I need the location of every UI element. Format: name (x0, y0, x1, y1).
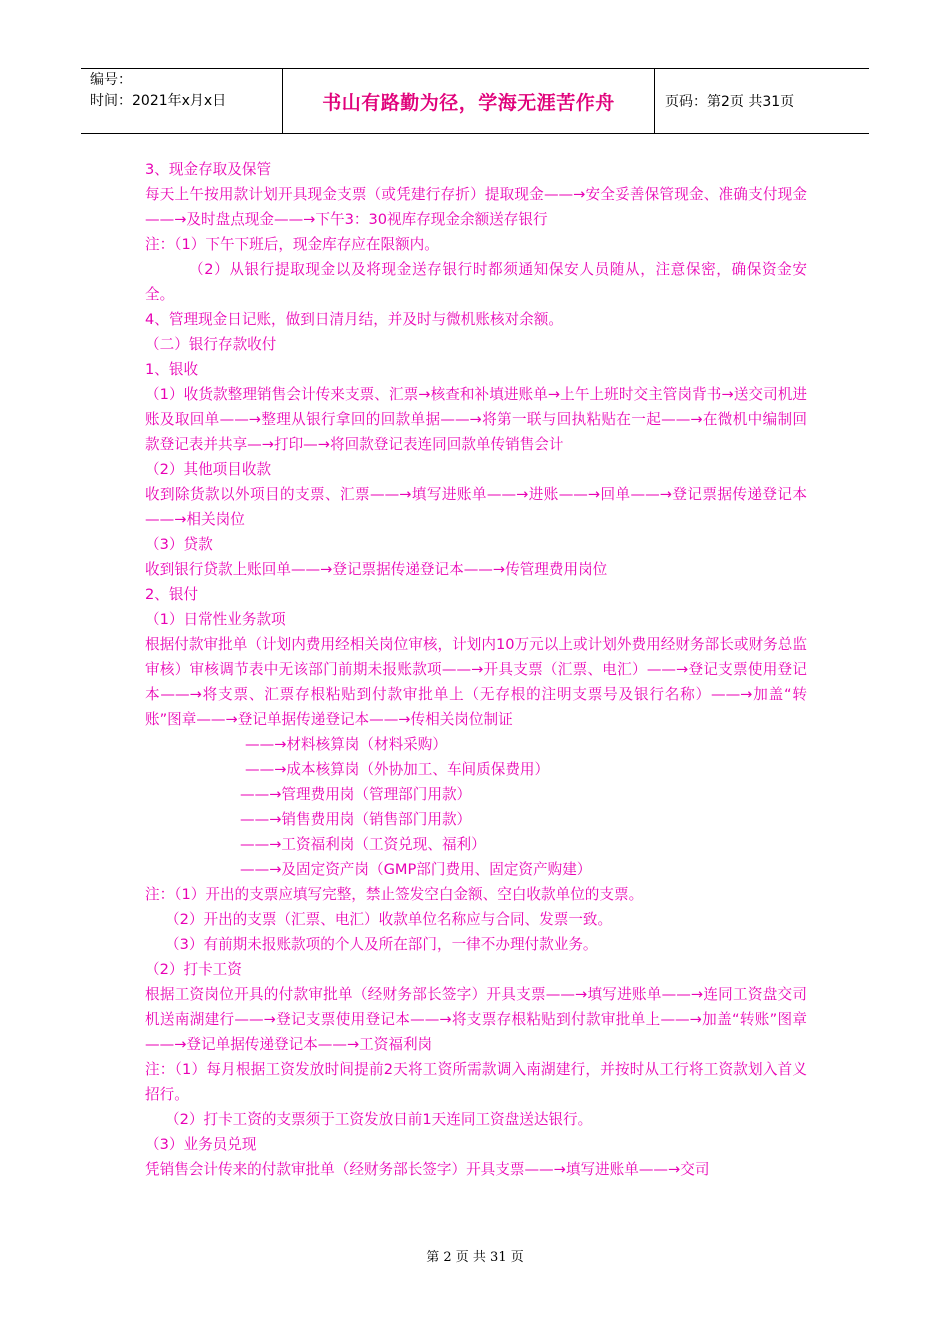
page-footer: 第 2 页 共 31 页 (426, 1250, 524, 1265)
body-line: （2）打卡工资 (145, 961, 242, 978)
body-line: ——→销售费用岗（销售部门用款） (240, 811, 472, 828)
body-line: ——→及固定资产岗（GMP部门费用、固定资产购建） (240, 861, 592, 878)
header-page-cell (655, 69, 869, 133)
header-table (81, 68, 869, 134)
body-line: ——→工资福利岗（工资兑现、福利） (240, 836, 486, 853)
header-motto: 书山有路勤为径，学海无涯苦作舟 (322, 91, 615, 114)
body-line: ——→材料核算岗（材料采购） (245, 736, 447, 753)
body-line: 3、现金存取及保管 (145, 161, 272, 178)
body-line: （1）收货款整理销售会计传来支票、汇票→核查和补填进账单→上午上班时交主管岗背书→送交司机进账及取回单——→整理从银行拿回的回款单据——→将第一联与回执粘贴在一起——→在微机中编制回款登记表并共享—→打印—→将回款登记表连同回款单传销售会计 (145, 386, 807, 453)
body-line: 注：（1）开出的支票应填写完整，禁止签发空白金额、空白收款单位的支票。 (145, 886, 644, 903)
body-line: ——→管理费用岗（管理部门用款） (240, 786, 472, 803)
body-line: 2、银付 (145, 586, 199, 603)
header-left-cell (81, 69, 283, 133)
document-date-label: 时间：2021年x月x日 (90, 93, 227, 109)
document-body (145, 157, 807, 1182)
header-motto-cell (283, 69, 655, 133)
body-line: （2）打卡工资的支票须于工资发放日前1天连同工资盘送达银行。 (165, 1111, 593, 1128)
body-line: 注：（1）每月根据工资发放时间提前2天将工资所需款调入南湖建行，并按时从工行将工资款划入首义招行。 (145, 1061, 807, 1103)
body-line: 凭销售会计传来的付款审批单（经财务部长签字）开具支票——→填写进账单——→交司 (145, 1161, 710, 1178)
body-line: 根据付款审批单（计划内费用经相关岗位审核，计划内10万元以上或计划外费用经财务部长或财务总监审核）审核调节表中无该部门前期未报账款项——→开具支票（汇票、电汇）——→登记支票使用登记本——→将支票、汇票存根粘贴到付款审批单上（无存根的注明支票号及银行名称）——→加盖“转账”图章——→登记单据传递登记本——→传相关岗位制证 (145, 636, 807, 728)
body-line: ——→成本核算岗（外协加工、车间质保费用） (245, 761, 550, 778)
body-line: （2）其他项目收款 (145, 461, 272, 478)
body-line: 收到除货款以外项目的支票、汇票——→填写进账单——→进账——→回单——→登记票据传递登记本——→相关岗位 (145, 486, 807, 528)
body-line: （3）有前期未报账款项的个人及所在部门，一律不办理付款业务。 (165, 936, 598, 953)
document-number-label: 编号： (90, 72, 132, 88)
body-line: 根据工资岗位开具的付款审批单（经财务部长签字）开具支票——→填写进账单——→连同工资盘交司机送南湖建行——→登记支票使用登记本——→将支票存根粘贴到付款审批单上——→加盖“转账”图章——→登记单据传递登记本——→工资福利岗 (145, 986, 807, 1053)
body-line: （3）业务员兑现 (145, 1136, 257, 1153)
body-line: （2）开出的支票（汇票、电汇）收款单位名称应与合同、发票一致。 (165, 911, 613, 928)
body-line: 1、银收 (145, 361, 199, 378)
header-page-label: 页码：第2页 共31页 (665, 94, 795, 110)
body-line: （二）银行存款收付 (145, 336, 277, 353)
body-line: 注：（1）下午下班后，现金库存应在限额内。 (145, 236, 439, 253)
body-line: 每天上午按用款计划开具现金支票（或凭建行存折）提取现金——→安全妥善保管现金、准确支付现金——→及时盘点现金——→下午3：30视库存现金余额送存银行 (145, 186, 807, 228)
body-line: 收到银行贷款上账回单——→登记票据传递登记本——→传管理费用岗位 (145, 561, 608, 578)
body-line: 4、管理现金日记账，做到日清月结，并及时与微机账核对余额。 (145, 311, 563, 328)
body-line: （1）日常性业务款项 (145, 611, 286, 628)
body-line: （3）贷款 (145, 536, 213, 553)
body-line: （2）从银行提取现金以及将现金送存银行时都须通知保安人员随从，注意保密，确保资金安全。 (145, 261, 807, 303)
